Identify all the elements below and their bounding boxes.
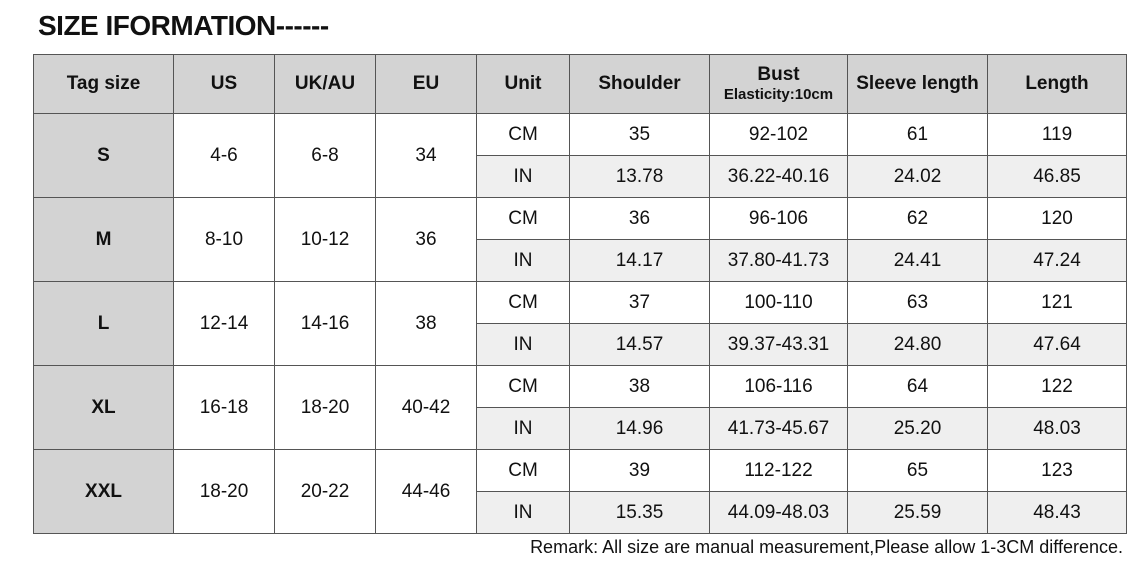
shoulder-cell: 14.96 — [570, 408, 710, 450]
length-cell: 46.85 — [988, 156, 1127, 198]
sleeve-length-cell: 25.59 — [848, 492, 988, 534]
length-cell: 48.43 — [988, 492, 1127, 534]
tag-size-cell: L — [34, 282, 174, 366]
shoulder-cell: 36 — [570, 198, 710, 240]
page-title: SIZE IFORMATION------ — [38, 10, 329, 41]
us-size-cell: 4-6 — [174, 114, 275, 198]
header-eu: EU — [376, 55, 477, 114]
shoulder-cell: 37 — [570, 282, 710, 324]
tag-size-cell: XXL — [34, 450, 174, 534]
bust-cell: 41.73-45.67 — [710, 408, 848, 450]
header-shoulder: Shoulder — [570, 55, 710, 114]
table-row — [34, 366, 1127, 408]
header-tag-size: Tag size — [34, 55, 174, 114]
header-sleeve-length: Sleeve length — [848, 55, 988, 114]
unit-cell: IN — [477, 492, 570, 534]
table-row — [34, 198, 1127, 240]
unit-cell: IN — [477, 324, 570, 366]
header-bust-label: Bust — [757, 64, 800, 85]
unit-cell: IN — [477, 240, 570, 282]
header-row — [34, 55, 1127, 114]
header-length: Length — [988, 55, 1127, 114]
unit-cell: IN — [477, 408, 570, 450]
us-size-cell: 8-10 — [174, 198, 275, 282]
length-cell: 122 — [988, 366, 1127, 408]
header-unit: Unit — [477, 55, 570, 114]
bust-cell: 92-102 — [710, 114, 848, 156]
length-cell: 48.03 — [988, 408, 1127, 450]
remark-note: Remark: All size are manual measurement,Please allow 1-3CM difference. — [530, 537, 1123, 557]
tag-size-cell: XL — [34, 366, 174, 450]
bust-cell: 44.09-48.03 — [710, 492, 848, 534]
eu-size-cell: 38 — [376, 282, 477, 366]
table-row — [34, 282, 1127, 324]
size-chart-body — [34, 114, 1127, 534]
eu-size-cell: 34 — [376, 114, 477, 198]
tag-size-cell: S — [34, 114, 174, 198]
us-size-cell: 18-20 — [174, 450, 275, 534]
sleeve-length-cell: 24.02 — [848, 156, 988, 198]
unit-cell: CM — [477, 450, 570, 492]
length-cell: 47.64 — [988, 324, 1127, 366]
bust-cell: 39.37-43.31 — [710, 324, 848, 366]
eu-size-cell: 36 — [376, 198, 477, 282]
header-bust-note: Elasticity:10cm — [723, 86, 834, 103]
header-bust — [710, 55, 848, 114]
uk-au-size-cell: 18-20 — [275, 366, 376, 450]
tag-size-cell: M — [34, 198, 174, 282]
table-row — [34, 114, 1127, 156]
header-uk-au: UK/AU — [275, 55, 376, 114]
sleeve-length-cell: 65 — [848, 450, 988, 492]
unit-cell: CM — [477, 114, 570, 156]
shoulder-cell: 14.17 — [570, 240, 710, 282]
bust-cell: 36.22-40.16 — [710, 156, 848, 198]
uk-au-size-cell: 6-8 — [275, 114, 376, 198]
unit-cell: CM — [477, 366, 570, 408]
length-cell: 120 — [988, 198, 1127, 240]
length-cell: 121 — [988, 282, 1127, 324]
eu-size-cell: 40-42 — [376, 366, 477, 450]
size-chart-table — [33, 54, 1127, 534]
uk-au-size-cell: 14-16 — [275, 282, 376, 366]
table-row — [34, 450, 1127, 492]
uk-au-size-cell: 10-12 — [275, 198, 376, 282]
length-cell: 47.24 — [988, 240, 1127, 282]
us-size-cell: 12-14 — [174, 282, 275, 366]
length-cell: 119 — [988, 114, 1127, 156]
sleeve-length-cell: 64 — [848, 366, 988, 408]
bust-cell: 112-122 — [710, 450, 848, 492]
bust-cell: 106-116 — [710, 366, 848, 408]
uk-au-size-cell: 20-22 — [275, 450, 376, 534]
length-cell: 123 — [988, 450, 1127, 492]
shoulder-cell: 14.57 — [570, 324, 710, 366]
sleeve-length-cell: 63 — [848, 282, 988, 324]
unit-cell: CM — [477, 282, 570, 324]
unit-cell: IN — [477, 156, 570, 198]
shoulder-cell: 13.78 — [570, 156, 710, 198]
eu-size-cell: 44-46 — [376, 450, 477, 534]
bust-cell: 37.80-41.73 — [710, 240, 848, 282]
us-size-cell: 16-18 — [174, 366, 275, 450]
header-us: US — [174, 55, 275, 114]
shoulder-cell: 38 — [570, 366, 710, 408]
sleeve-length-cell: 61 — [848, 114, 988, 156]
sleeve-length-cell: 24.80 — [848, 324, 988, 366]
sleeve-length-cell: 24.41 — [848, 240, 988, 282]
sleeve-length-cell: 62 — [848, 198, 988, 240]
bust-cell: 100-110 — [710, 282, 848, 324]
shoulder-cell: 35 — [570, 114, 710, 156]
shoulder-cell: 39 — [570, 450, 710, 492]
sleeve-length-cell: 25.20 — [848, 408, 988, 450]
shoulder-cell: 15.35 — [570, 492, 710, 534]
bust-cell: 96-106 — [710, 198, 848, 240]
unit-cell: CM — [477, 198, 570, 240]
